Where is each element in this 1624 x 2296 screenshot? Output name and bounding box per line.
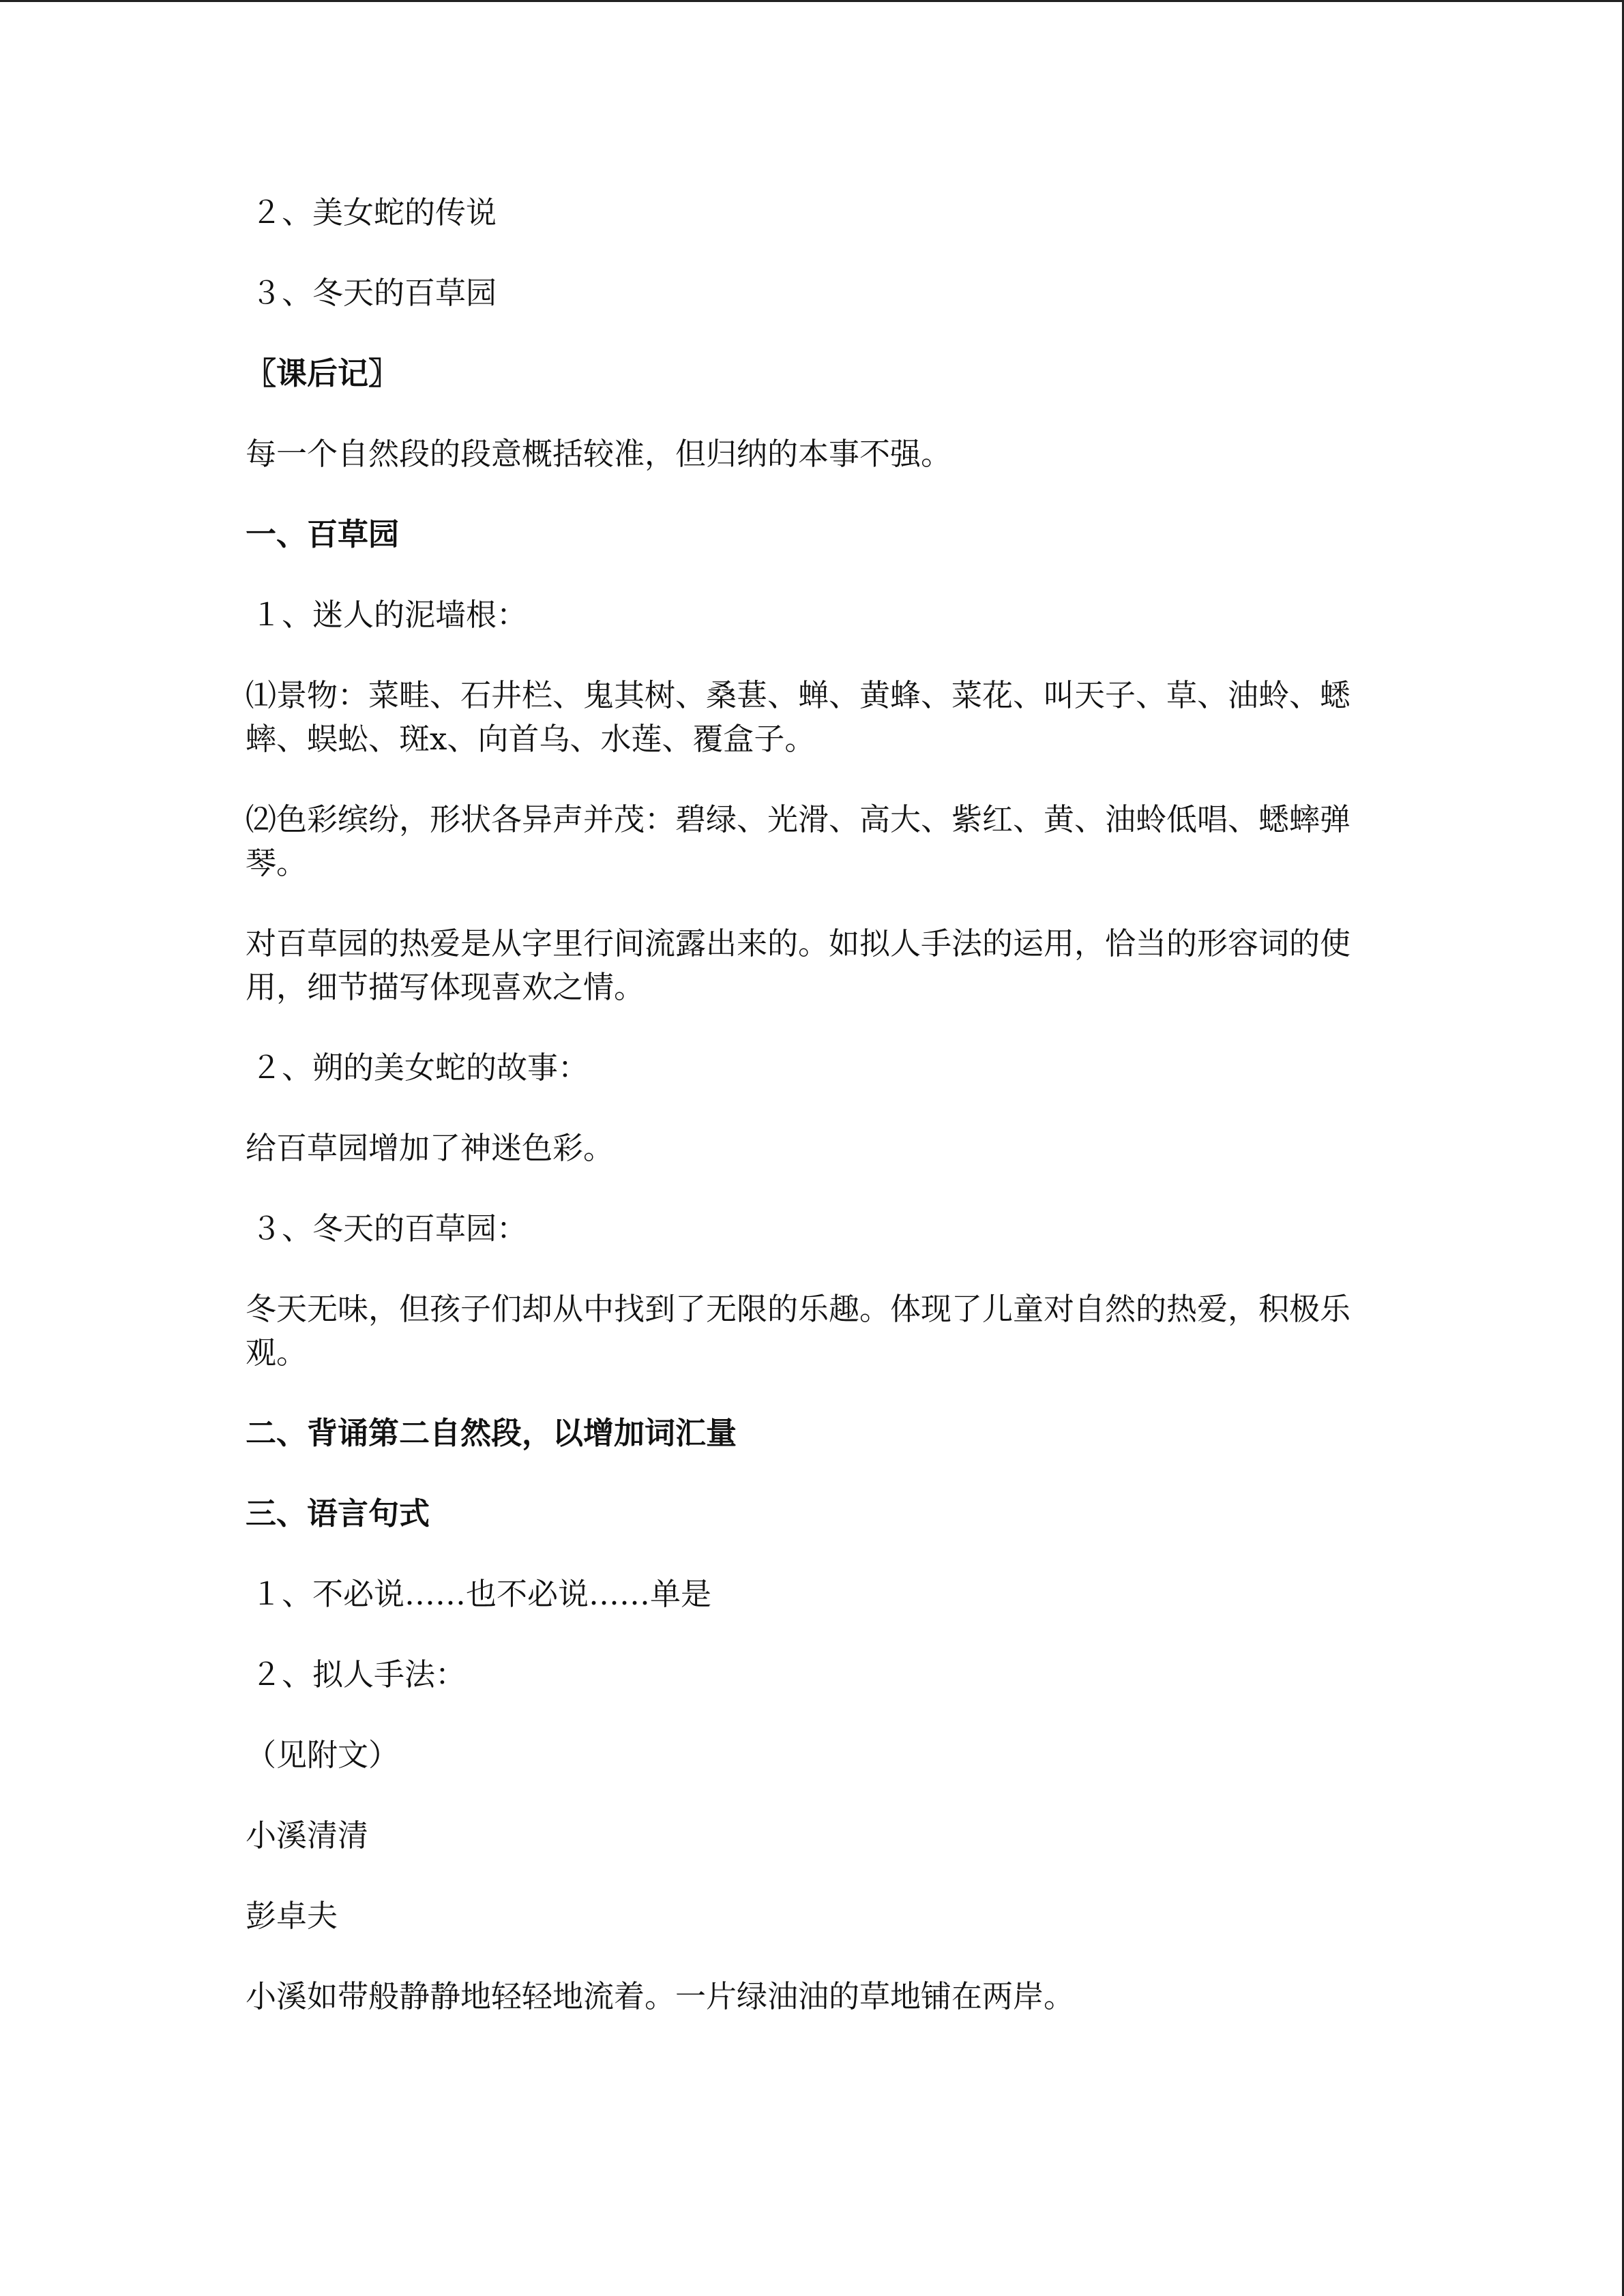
document-page <box>246 191 1364 2055</box>
appendix-author: 彭卓夫 <box>246 1898 338 1934</box>
after-class-note: 每一个自然段的段意概括较准，但归纳的本事不强。 <box>246 436 952 472</box>
subsection-1-comment: 对百草园的热爱是从字里行间流露出来的。如拟人手法的运用，恰当的形容词的使用，细节描写体现喜欢之情。 <box>246 925 1351 1005</box>
subsection-2-comment: 给百草园增加了神迷色彩。 <box>246 1130 615 1166</box>
subsection-2-heading: ２、朔的美女蛇的故事： <box>251 1049 589 1086</box>
subsection-1-colors: ⑵色彩缤纷，形状各异声并茂：碧绿、光滑、高大、紫红、黄、油蛉低唱、蟋蟀弹琴。 <box>246 801 1351 881</box>
subsection-3-heading: ３、冬天的百草园： <box>251 1210 528 1247</box>
section-3-heading: 三、语言句式 <box>246 1495 430 1532</box>
section-2-heading: 二、背诵第二自然段，以增加词汇量 <box>246 1415 737 1451</box>
appendix-title: 小溪清清 <box>246 1817 369 1853</box>
appendix-first-line: 小溪如带般静静地轻轻地流着。一片绿油油的草地铺在两岸。 <box>246 1978 1075 2014</box>
subsection-1-heading: １、迷人的泥墙根： <box>251 597 528 633</box>
see-appendix-note: （见附文） <box>246 1737 400 1773</box>
sentence-pattern-2: ２、拟人手法： <box>251 1656 467 1693</box>
sentence-pattern-1: １、不必说……也不必说……单是 <box>251 1576 712 1612</box>
after-class-heading: 〖课后记〗 <box>246 355 400 391</box>
subsection-3-comment: 冬天无味，但孩子们却从中找到了无限的乐趣。体现了儿童对自然的热爱，积极乐观。 <box>246 1291 1351 1371</box>
list-item-2: ２、美女蛇的传说 <box>251 194 497 230</box>
subsection-1-scenery: ⑴景物：菜畦、石井栏、鬼其树、桑葚、蝉、黄蜂、菜花、叫天子、草、油蛉、蟋蟀、蜈蚣、斑x、向首乌、水莲、覆盒子。 <box>246 677 1351 757</box>
section-1-heading: 一、百草园 <box>246 516 400 552</box>
page-top-border <box>0 0 1624 2</box>
list-item-3: ３、冬天的百草园 <box>251 275 497 311</box>
